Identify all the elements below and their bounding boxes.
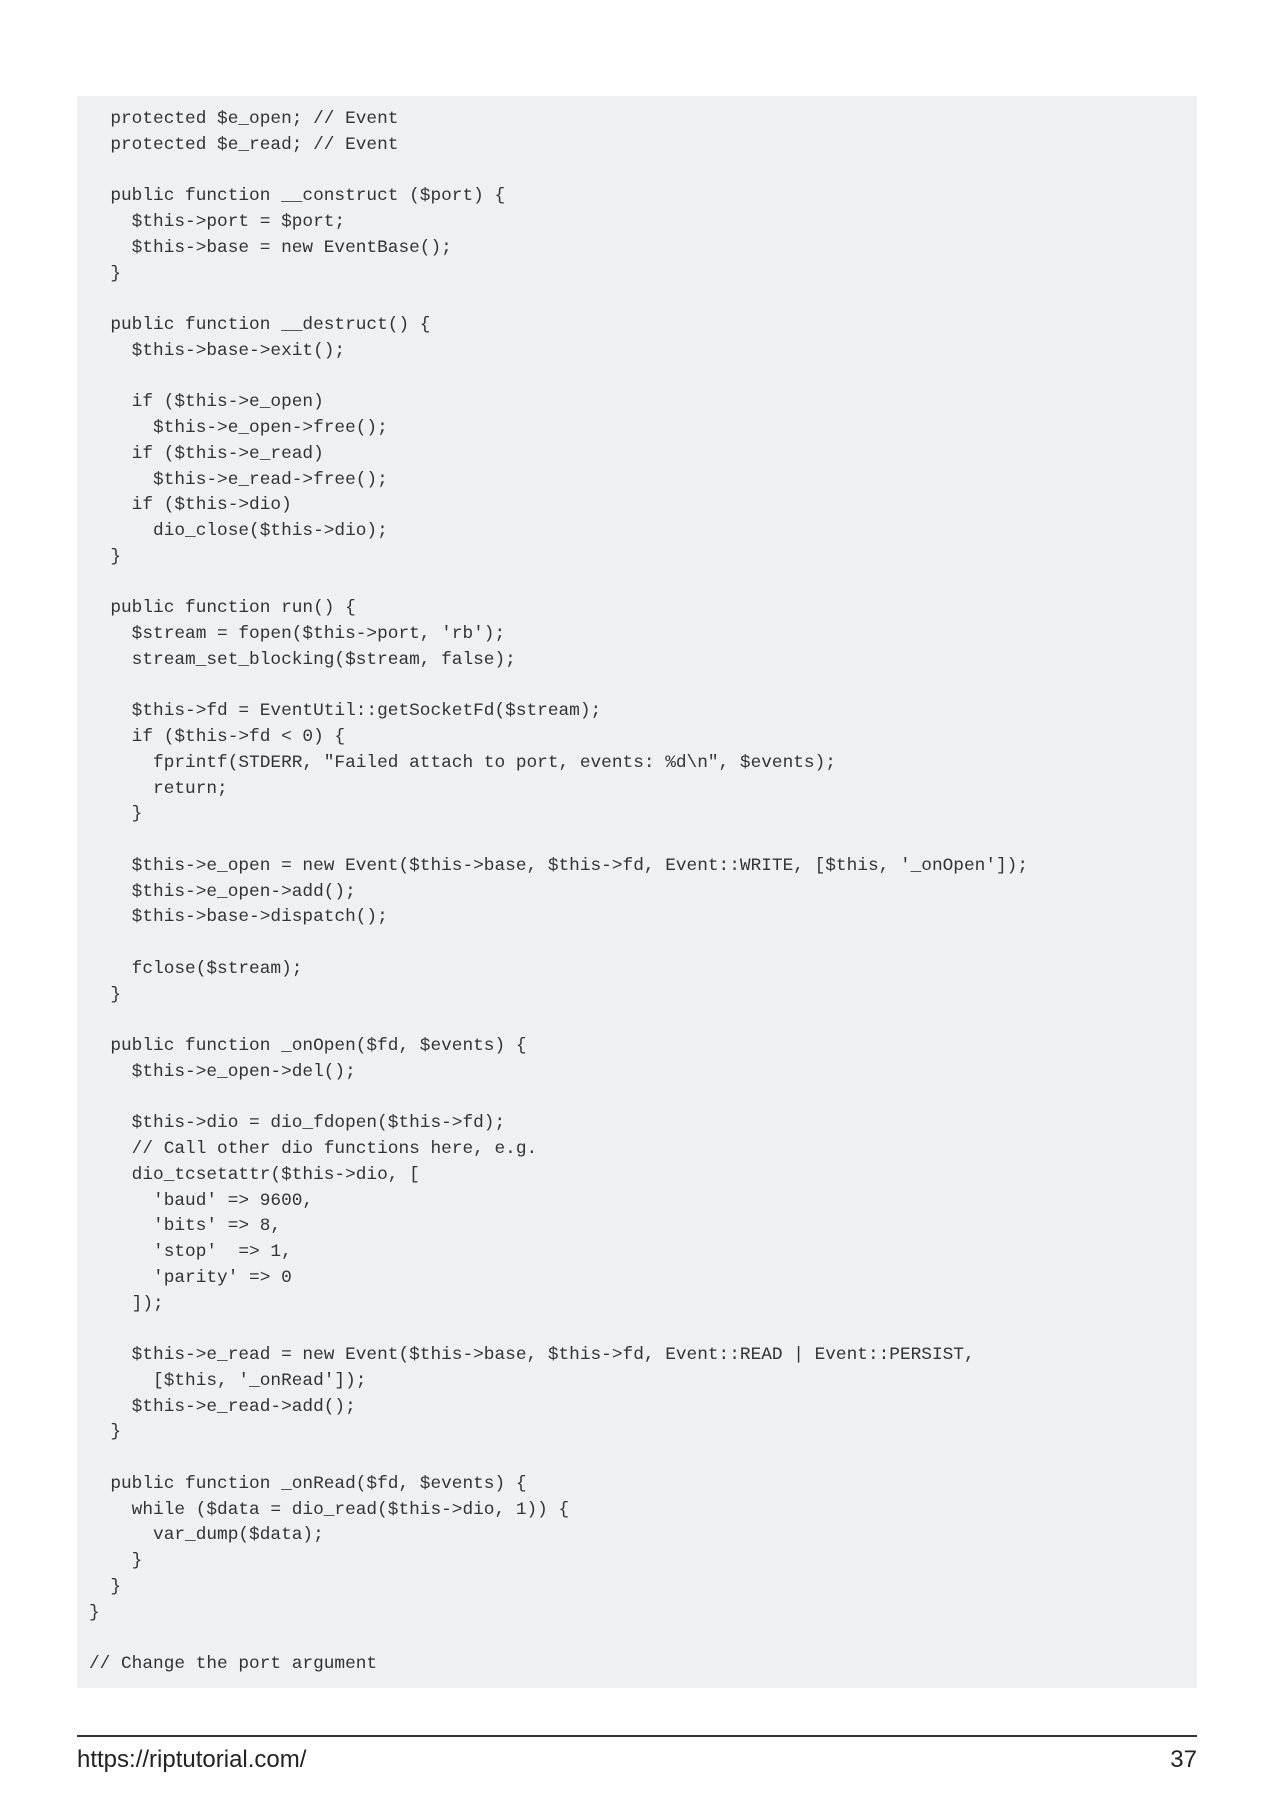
code-line: } (89, 804, 143, 825)
code-line: } (89, 1422, 122, 1443)
code-line (89, 1317, 1197, 1343)
code-line: protected $e_read; // Event (89, 134, 399, 155)
code-line: } (89, 984, 122, 1005)
footer-divider (77, 1735, 1197, 1737)
code-line: return; (89, 778, 228, 799)
code-line (89, 1086, 1197, 1112)
code-line: $this->base->exit(); (89, 340, 346, 361)
code-line: public function _onOpen($fd, $events) { (89, 1036, 527, 1056)
code-line: public function run() { (89, 598, 356, 619)
code-line: 'baud' => 9600, (89, 1190, 314, 1211)
code-line: } (89, 546, 122, 567)
code-line: $this->dio = dio_fdopen($this->fd); (89, 1113, 506, 1134)
code-line: public function __construct ($port) { (89, 186, 506, 207)
code-line: // Call other dio functions here, e.g. (89, 1139, 538, 1159)
code-line: if ($this->fd < 0) { (89, 727, 346, 747)
code-line: $this->e_read->free(); (89, 469, 388, 490)
code-line (89, 1008, 1197, 1034)
code-line: } (89, 1576, 122, 1597)
code-line: $this->e_open->add(); (89, 881, 356, 902)
code-line: if ($this->dio) (89, 495, 292, 516)
code-line: $this->e_open = new Event($this->base, $this->fd, Event::WRITE, [$this, '_onOpen']); (89, 855, 1029, 876)
code-line: dio_close($this->dio); (89, 521, 388, 541)
code-line: 'bits' => 8, (89, 1216, 282, 1237)
code-line (89, 1446, 1197, 1472)
code-line: stream_set_blocking($stream, false); (89, 649, 516, 670)
code-line: var_dump($data); (89, 1525, 324, 1546)
code-line: $stream = fopen($this->port, 'rb'); (89, 624, 506, 644)
code-line: } (89, 1602, 100, 1623)
code-line: dio_tcsetattr($this->dio, [ (89, 1164, 420, 1185)
code-block (77, 96, 1197, 1688)
code-line (89, 159, 1197, 185)
code-line: $this->e_read->add(); (89, 1396, 356, 1417)
code-line: ]); (89, 1293, 164, 1314)
code-line: 'stop' => 1, (89, 1242, 292, 1262)
code-line: if ($this->e_open) (89, 392, 324, 413)
code-line (89, 828, 1197, 854)
code-line: $this->port = $port; (89, 212, 346, 232)
code-line: $this->base = new EventBase(); (89, 237, 452, 258)
code-line: while ($data = dio_read($this->dio, 1)) { (89, 1499, 570, 1520)
code-line: 'parity' => 0 (89, 1267, 292, 1288)
code-line: } (89, 263, 122, 284)
code-line: [$this, '_onRead']); (89, 1370, 367, 1391)
code-line: $this->base->dispatch(); (89, 907, 388, 928)
code-line (89, 1626, 1197, 1652)
code-line: // Change the port argument (89, 1654, 378, 1674)
code-line (89, 287, 1197, 313)
code-line: fclose($stream); (89, 958, 303, 979)
code-line (89, 365, 1197, 391)
code-line: protected $e_open; // Event (89, 109, 399, 129)
code-line: $this->e_read = new Event($this->base, $this->fd, Event::READ | Event::PERSIST, (89, 1345, 975, 1365)
code-line: } (89, 1551, 143, 1571)
page-number: 37 (1170, 1746, 1197, 1773)
code-line: $this->fd = EventUtil::getSocketFd($stream); (89, 701, 602, 722)
code-line (89, 571, 1197, 597)
code-line: $this->e_open->del(); (89, 1061, 356, 1082)
code-line (89, 674, 1197, 700)
code-line: fprintf(STDERR, "Failed attach to port, events: %d\n", $events); (89, 752, 836, 773)
code-line: $this->e_open->free(); (89, 418, 388, 438)
code-line: if ($this->e_read) (89, 443, 324, 464)
code-line: public function __destruct() { (89, 315, 431, 335)
code-line (89, 931, 1197, 957)
code-line: public function _onRead($fd, $events) { (89, 1473, 527, 1494)
footer-url[interactable]: https://riptutorial.com/ (77, 1746, 307, 1773)
